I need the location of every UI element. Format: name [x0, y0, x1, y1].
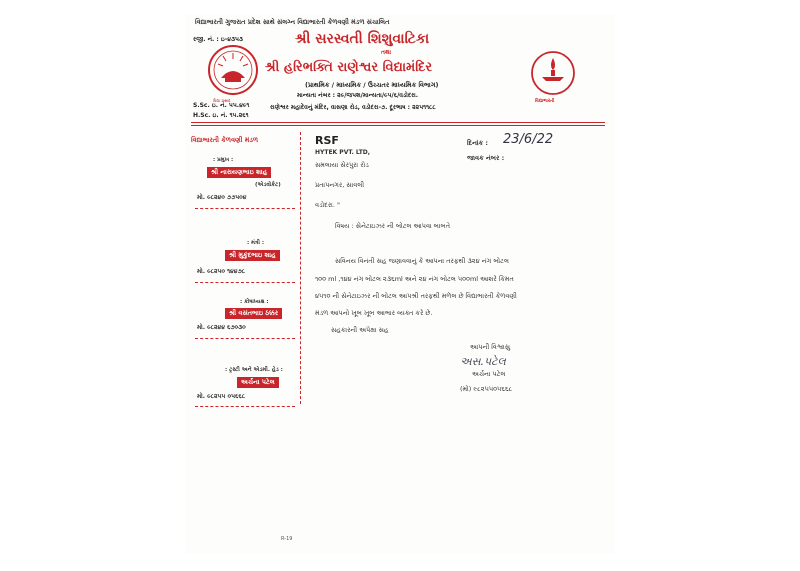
title-connector: તથા — [381, 49, 392, 56]
member-role: : કોષાધ્યક્ષ : — [240, 299, 269, 305]
school-sections: (પ્રાથમિક / માધ્યમિક / ઉચ્ચતર માધ્યમિક વિભાગ) — [305, 81, 439, 89]
sidebar-separator — [195, 406, 295, 407]
member-role: : મંત્રી : — [247, 240, 265, 246]
recipient-address-line: વડોદરા. " — [315, 201, 340, 209]
member-note: (એડવોકેટ) — [255, 182, 281, 188]
letter-subject: વિષય : સેનેટાઇઝર ની બોટલ આપવા બાબતે — [335, 222, 450, 230]
recipient-address-line: સમલાયા સેરપુરા રોડ — [315, 161, 369, 169]
registration-number: રજી. નં. : ઇ-૪૩૫૩ — [193, 36, 243, 43]
sidebar-divider — [300, 132, 301, 404]
member-name: અર્ચના પટેલ — [237, 377, 279, 388]
reference-label: જાવક નંબર : — [467, 154, 505, 162]
letterhead-top-line: વિદ્યાભારતી ગુજરાત પ્રદેશ સાથે સંલગ્ન વિદ્યાભારતી કેળવણી મંડળ સંચાલિત — [195, 18, 390, 26]
school-title-secondary: શ્રી હરિભક્તિ રાણેશ્વર વિદ્યામંદિર — [265, 60, 433, 75]
seal-right-caption: વિદ્યાભારતી — [535, 99, 555, 104]
signer-phone: (મો) ૯૮૨૫૫૦૫૬૬૮ — [460, 385, 513, 393]
school-title-primary: શ્રી સરસ્વતી શિશુવાટિકા — [295, 31, 430, 47]
member-phone: મો. ૯૮૨૪૦ ૭૭૫૦૪ — [197, 194, 247, 201]
member-role: : ટ્રસ્ટી અને એડમી. હેડ : — [225, 367, 283, 373]
form-code: R-19 — [281, 536, 293, 542]
sidebar-separator — [195, 282, 295, 283]
member-name: શ્રી વસંતભાઇ ઠક્કર — [225, 308, 282, 319]
school-address: રાણેશ્વર મહાદેવનું મંદિર, વાસણા રોડ, વડોદરા-૭. દૂરભાષ : ૨૨૫૧૧૮૮ — [270, 104, 436, 111]
recipient-address-line: પ્રતાપનગર, સાવલી — [315, 181, 365, 189]
yours-faithfully: આપની વિશ્વાસુ — [470, 343, 510, 351]
member-phone: મો. ૯૮૨૫૦ ૧૪૪૭૮ — [197, 268, 245, 275]
member-role: : પ્રમુખ : — [213, 157, 234, 163]
recipient-company: HYTEK PVT. LTD, — [315, 149, 371, 156]
sidebar-separator — [195, 208, 295, 209]
date-value: 23/6/22 — [503, 132, 554, 147]
signature: અસ.પટેલ — [460, 355, 506, 368]
header-divider-bottom — [191, 125, 605, 126]
hsc-number: H.Sc. ઇ. નં. ૧૫.૨૬૧ — [193, 112, 249, 119]
letter-paragraph-line: સવિનય વિનંતી સહ જણાવવાનું કે આપના તરફથી ૩૨૪ નંગ બોટલ — [335, 257, 509, 265]
date-label: દિનાંક : — [467, 139, 488, 147]
seal-left-caption: વિદ્યા પ્રસાદ — [213, 98, 231, 103]
letter-paragraph-line: મંડળ આપનો ખૂબ ખૂબ આભાર વ્યક્ત કરે છે. — [315, 309, 433, 317]
member-phone: મો. ૯૮૨૫૫ ૦૫૬૬૮ — [197, 393, 246, 400]
recipient-code: RSF — [315, 134, 339, 147]
letter-page — [185, 14, 615, 554]
school-seal-left-icon — [207, 44, 259, 96]
sidebar-separator — [195, 338, 295, 339]
member-name: શ્રી મુકુંદભાઇ શાહ — [225, 250, 280, 261]
vidyabharati-seal-right-icon — [530, 50, 576, 96]
letter-paragraph-line: ૧૦૦ ml ,૧૪૪ નંગ બોટલ ૨૩૬ml અને ૨૪ નંગ બોટલ ૫૦૦ml આશરે કિંમત — [315, 275, 514, 283]
sidebar-heading: વિદ્યાભારતી કેળવણી મંડળ — [191, 136, 259, 144]
header-divider-top — [191, 122, 605, 123]
letter-paragraph-line: ૪૫૧૦ ની સેનેટાઇઝર ની બોટલ આપશ્રી તરફથી મળેલ છે વિદ્યાભારતી કેળવણી — [315, 292, 517, 300]
letter-closing: સહકારની અપેક્ષા સહ — [331, 326, 389, 334]
signer-name: અર્ચના પટેલ — [472, 370, 506, 378]
ssc-number: S.Sc. ઇ. નં. ૫૫.૪૯૧ — [193, 102, 250, 109]
member-name: શ્રી નારાયણભાઇ શાહ — [207, 167, 271, 178]
recognition-number: માન્યતા નંબર : ૨૯/જપશ/માન્યતા/૯૫/૬/વડોદરા. — [297, 92, 419, 99]
member-phone: મો. ૯૮૨૪૪ ૬૭૦૩૦ — [197, 324, 246, 331]
